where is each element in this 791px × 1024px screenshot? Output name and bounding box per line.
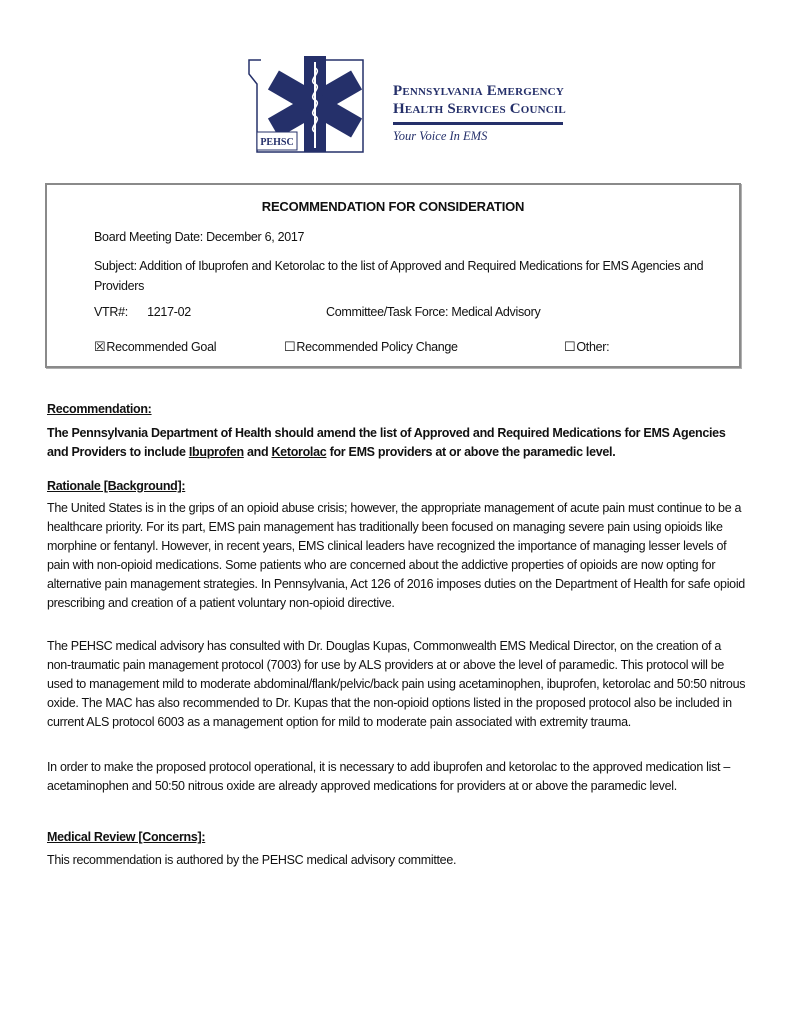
rationale-heading: Rationale [Background]:	[47, 479, 186, 493]
checkbox-label: Recommended Policy Change	[296, 340, 458, 354]
vtr-value: 1217-02	[147, 305, 191, 319]
board-meeting-date-value: December 6, 2017	[206, 230, 305, 244]
checkbox-recommended-goal[interactable]	[94, 339, 216, 355]
committee-value: Medical Advisory	[451, 305, 541, 319]
board-meeting-date	[94, 230, 304, 244]
svg-text:PEHSC: PEHSC	[260, 137, 294, 148]
subject-value: Addition of Ibuprofen and Ketorolac to the list of Approved and Required Medications for EMS Agencies and Providers	[94, 259, 704, 293]
recommendation-text	[47, 424, 747, 462]
rationale-paragraph-1: The United States is in the grips of an opioid abuse crisis; however, the appropriate management of acute pain must continue to be a healthcare priority. For its part, EMS pain management has traditionally been focused on managing severe pain using opioids like morphine or fentanyl. However, in recent years, EMS clinical leaders have recognized the importance of managing lesser levels of pain with non-opioid medications. Some patients who are concerned about the addictive properties of opioids are now opting for alternative pain management strategies. In Pennsylvania, Act 126 of 2016 imposes duties on the Department of Health for safe opioid prescribing and creation of a patient voluntary non-opioid directive.	[47, 501, 745, 610]
pehsc-logo	[243, 52, 566, 156]
logo-tagline: Your Voice In EMS	[393, 129, 488, 143]
vtr-label: VTR#:	[94, 305, 128, 319]
checked-box-icon: ☒	[94, 339, 106, 354]
medical-review-heading: Medical Review [Concerns]:	[47, 830, 206, 844]
org-name-line2: Health Services Council	[393, 101, 566, 117]
recommendation-text-part: The Pennsylvania Department of Health should amend the list of Approved and Required Medications for EMS Agencies and Providers to include	[47, 426, 726, 459]
vtr-number	[94, 305, 191, 319]
subject-label: Subject:	[94, 259, 137, 273]
recommendation-text-part: for EMS providers at or above the paramedic level.	[326, 445, 616, 459]
drug-ketorolac: Ketorolac	[271, 445, 327, 459]
org-name-line1: Pennsylvania Emergency	[393, 83, 564, 99]
unchecked-box-icon: ☐	[564, 339, 576, 354]
box-title: RECOMMENDATION FOR CONSIDERATION	[261, 199, 525, 214]
logo-wordmark	[393, 82, 568, 144]
subject	[94, 256, 704, 296]
drug-ibuprofen: Ibuprofen	[188, 445, 244, 459]
checkbox-recommended-policy-change[interactable]	[284, 339, 458, 355]
recommendation-summary-box	[45, 183, 741, 368]
logo-divider	[393, 122, 563, 125]
unchecked-box-icon: ☐	[284, 339, 296, 354]
recommendation-heading: Recommendation:	[47, 402, 152, 416]
committee	[326, 305, 540, 319]
medical-review-text: This recommendation is authored by the PEHSC medical advisory committee.	[47, 853, 457, 867]
star-of-life-keystone-icon	[243, 52, 371, 156]
recommendation-text-part: and	[243, 445, 272, 459]
checkbox-other[interactable]	[564, 339, 609, 355]
checkbox-label: Recommended Goal	[106, 340, 217, 354]
committee-label: Committee/Task Force:	[326, 305, 449, 319]
checkbox-label: Other:	[576, 340, 610, 354]
rationale-paragraph-2: The PEHSC medical advisory has consulted with Dr. Douglas Kupas, Commonwealth EMS Medical Director, on the creation of a non-traumatic pain management protocol (7003) for use by ALS providers at or above the level of paramedic. This protocol will be used to management mild to moderate abdominal/flank/pelvic/back pain using acetaminophen, ibuprofen, ketorolac and 50:50 nitrous oxide. The MAC has also recommended to Dr. Kupas that the non-opioid options listed in the proposed protocol also be included in current ALS protocol 6003 as a management option for mild to moderate pain associated with extremity trauma.	[47, 639, 746, 729]
rationale-paragraph-3: In order to make the proposed protocol operational, it is necessary to add ibuprofen and ketorolac to the approved medication list – acetaminophen and 50:50 nitrous oxide are already approved medications for providers at or above the paramedic level.	[47, 760, 731, 793]
board-meeting-date-label: Board Meeting Date:	[94, 230, 203, 244]
